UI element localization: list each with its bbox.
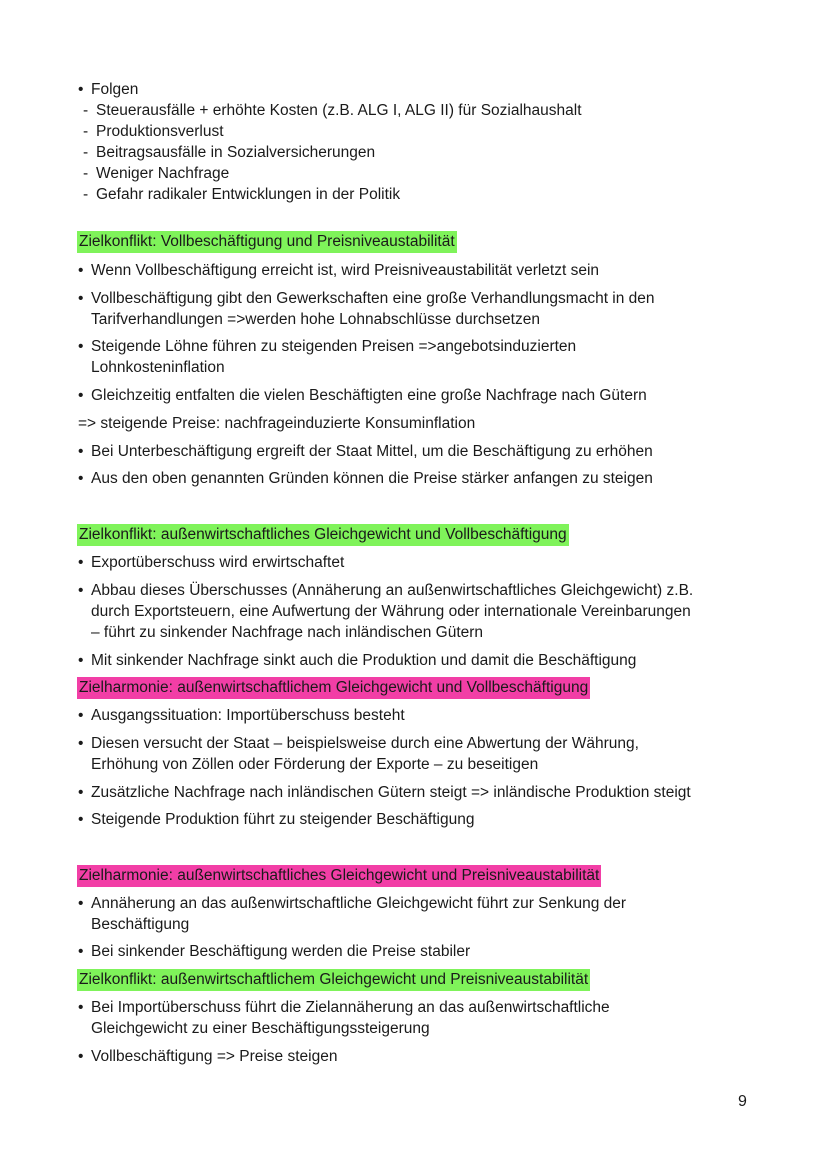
bullet-item: • Mit sinkender Nachfrage sinkt auch die Produktion und damit die Beschäftigung [78,650,758,671]
bullet-continuation: durch Exportsteuern, eine Aufwertung der Währung oder internationale Vereinbarungen [91,603,691,620]
page-number: 9 [738,1093,747,1110]
bullet-item: • Wenn Vollbeschäftigung erreicht ist, wird Preisniveaustabilität verletzt sein [78,260,758,281]
dash-item: - Steuerausfälle + erhöhte Kosten (z.B. ALG I, ALG II) für Sozialhaushalt [78,100,758,121]
bullet-item: • Steigende Produktion führt zu steigender Beschäftigung [78,809,758,830]
bullet-item: • Bei sinkender Beschäftigung werden die Preise stabiler [78,941,758,962]
dash-item: - Gefahr radikaler Entwicklungen in der Politik [78,184,758,205]
section-heading-zielkonflikt-3: Zielkonflikt: außenwirtschaftlichem Gleichgewicht und Preisniveaustabilität [77,969,590,991]
bullet-item: • Diesen versucht der Staat – beispielsweise durch eine Abwertung der Währung, [78,733,758,754]
arrow-line: => steigende Preise: nachfrageinduzierte Konsuminflation [78,415,476,432]
bullet-item: • Gleichzeitig entfalten die vielen Beschäftigten eine große Nachfrage nach Gütern [78,385,758,406]
bullet-item: • Bei Unterbeschäftigung ergreift der Staat Mittel, um die Beschäftigung zu erhöhen [78,441,758,462]
section-heading-zielkonflikt-1: Zielkonflikt: Vollbeschäftigung und Preisniveaustabilität [77,231,457,253]
section-heading-zielharmonie-2: Zielharmonie: außenwirtschaftliches Gleichgewicht und Preisniveaustabilität [77,865,601,887]
bullet-continuation: Gleichgewicht zu einer Beschäftigungssteigerung [91,1020,430,1037]
bullet-item: • Ausgangssituation: Importüberschuss besteht [78,705,758,726]
dash-item: - Produktionsverlust [78,121,758,142]
bullet-item: • Bei Importüberschuss führt die Zielannäherung an das außenwirtschaftliche [78,997,758,1018]
bullet-item: • Exportüberschuss wird erwirtschaftet [78,552,758,573]
dash-item: - Weniger Nachfrage [78,163,758,184]
bullet-continuation: Lohnkosteninflation [91,359,225,376]
section-heading-zielkonflikt-2: Zielkonflikt: außenwirtschaftliches Gleichgewicht und Vollbeschäftigung [77,524,569,546]
bullet-item: • Annäherung an das außenwirtschaftliche Gleichgewicht führt zur Senkung der [78,893,758,914]
bullet-item: • Aus den oben genannten Gründen können die Preise stärker anfangen zu steigen [78,468,758,489]
dash-item: - Beitragsausfälle in Sozialversicherungen [78,142,758,163]
bullet-item: • Zusätzliche Nachfrage nach inländischen Gütern steigt => inländische Produktion steigt [78,782,758,803]
section-heading-zielharmonie-1: Zielharmonie: außenwirtschaftlichem Gleichgewicht und Vollbeschäftigung [77,677,590,699]
bullet-continuation: Beschäftigung [91,916,190,933]
bullet-continuation: Erhöhung von Zöllen oder Förderung der Exporte – zu beseitigen [91,756,539,773]
bullet-folgen: • Folgen [78,79,758,100]
bullet-continuation: Tarifverhandlungen =>werden hohe Lohnabschlüsse durchsetzen [91,311,540,328]
bullet-item: • Abbau dieses Überschusses (Annäherung an außenwirtschaftliches Gleichgewicht) z.B. [78,580,758,601]
bullet-item: • Steigende Löhne führen zu steigenden Preisen =>angebotsinduzierten [78,336,758,357]
bullet-item: • Vollbeschäftigung => Preise steigen [78,1046,758,1067]
bullet-continuation: – führt zu sinkender Nachfrage nach inländischen Gütern [91,624,484,641]
bullet-item: • Vollbeschäftigung gibt den Gewerkschaften eine große Verhandlungsmacht in den [78,288,758,309]
